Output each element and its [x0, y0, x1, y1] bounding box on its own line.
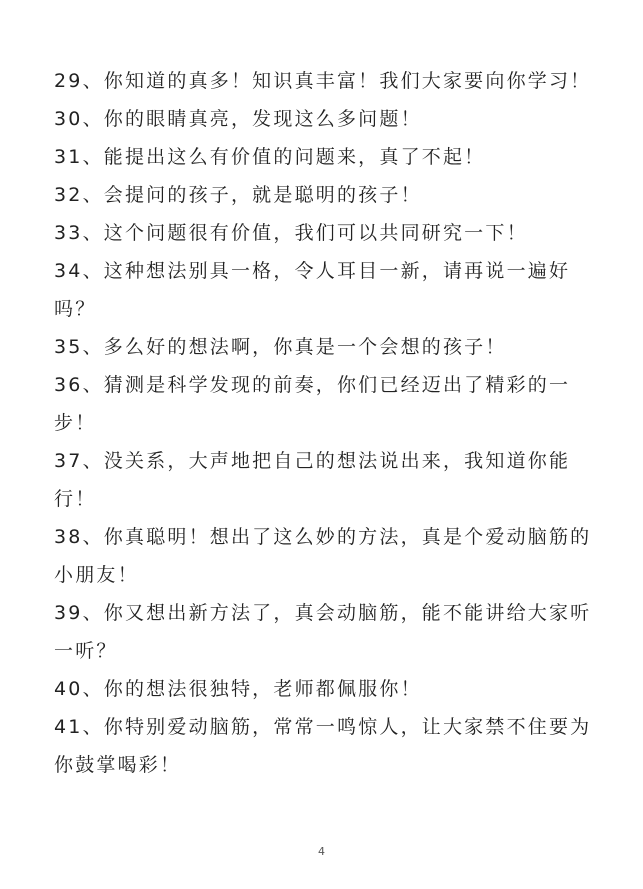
list-item-38: 38、你真聪明！想出了这么妙的方法，真是个爱动脑筋的小朋友！	[54, 526, 592, 586]
list-item-39: 39、你又想出新方法了，真会动脑筋，能不能讲给大家听一听？	[54, 602, 592, 662]
praise-list	[54, 62, 594, 784]
list-item-31: 31、能提出这么有价值的问题来，真了不起！	[54, 146, 486, 168]
page-number: 4	[318, 845, 325, 858]
list-item-30: 30、你的眼睛真亮，发现这么多问题！	[54, 108, 422, 130]
list-item-32: 32、会提问的孩子，就是聪明的孩子！	[54, 184, 422, 206]
list-item-33: 33、这个问题很有价值，我们可以共同研究一下！	[54, 222, 528, 244]
list-item-29: 29、你知道的真多！知识真丰富！我们大家要向你学习！	[54, 70, 592, 92]
list-item-41: 41、你特别爱动脑筋，常常一鸣惊人，让大家禁不住要为你鼓掌喝彩！	[54, 716, 592, 776]
list-item-35: 35、多么好的想法啊，你真是一个会想的孩子！	[54, 336, 507, 358]
list-item-36: 36、猜测是科学发现的前奏，你们已经迈出了精彩的一步！	[54, 374, 571, 434]
list-item-37: 37、没关系，大声地把自己的想法说出来，我知道你能行！	[54, 450, 571, 510]
list-item-40: 40、你的想法很独特，老师都佩服你！	[54, 678, 422, 700]
list-item-34: 34、这种想法别具一格，令人耳目一新，请再说一遍好吗？	[54, 260, 571, 320]
